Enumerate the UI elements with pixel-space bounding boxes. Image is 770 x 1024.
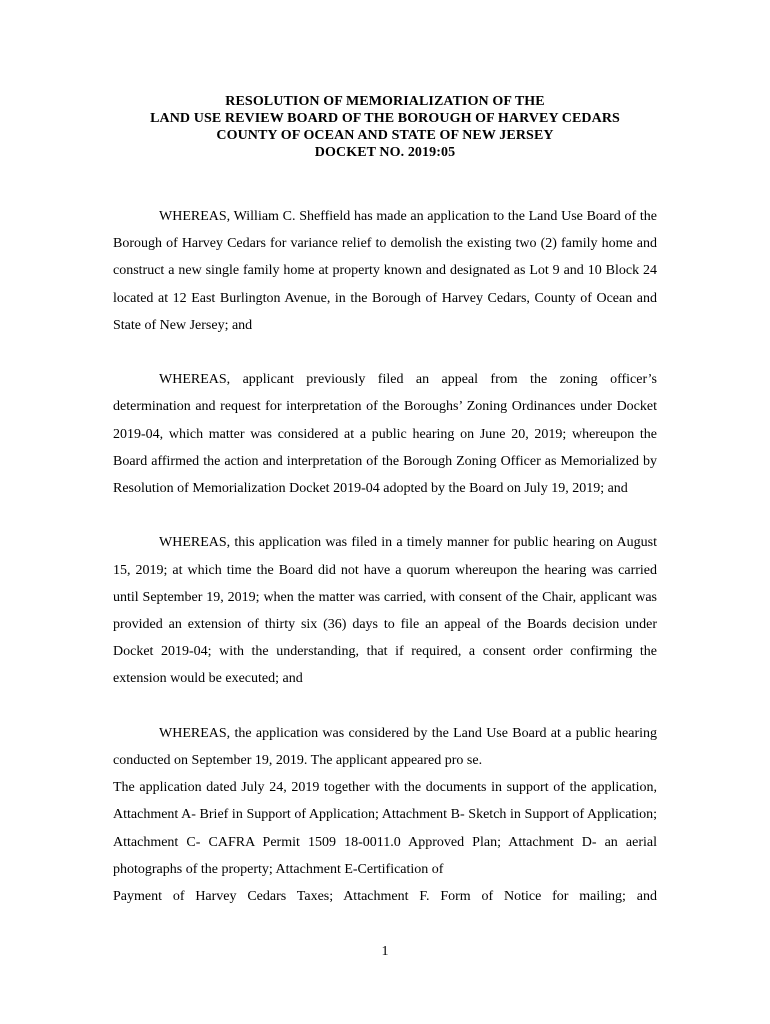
application-paragraph-continued: Payment of Harvey Cedars Taxes; Attachment F. Form of Notice for mailing; and — [113, 889, 657, 905]
resolution-body — [113, 203, 657, 910]
page-number: 1 — [381, 944, 389, 959]
whereas-paragraph-1: WHEREAS, William C. Sheffield has made an application to the Land Use Board of the Borough of Harvey Cedars for variance relief to demolish the existing two (2) family home and construct a new single family home at property known and designated as Lot 9 and 10 Block 24 located at 12 East Burlington Avenue, in the Borough of Harvey Cedars, County of Ocean and State of New Jersey; and — [113, 209, 657, 333]
whereas-paragraph-4: WHEREAS, the application was considered by the Land Use Board at a public hearing conducted on September 19, 2019. The applicant appeared pro se. — [113, 725, 657, 769]
whereas-paragraph-2: WHEREAS, applicant previously filed an appeal from the zoning officer’s determination and request for interpretation of the Boroughs’ Zoning Ordinances under Docket 2019-04, which matter was considered at a public hearing on June 20, 2019; whereupon the Board affirmed the action and interpretation of the Borough Zoning Officer as Memorialized by Resolution of Memorialization Docket 2019-04 adopted by the Board on July 19, 2019; and — [113, 372, 657, 497]
title-line-1: RESOLUTION OF MEMORIALIZATION OF THE — [225, 94, 545, 109]
application-paragraph: The application dated July 24, 2019 together with the documents in support of the application, Attachment A- Brief in Support of Application; Attachment B- Sketch in Support of Application; Attachment C- CAFRA Permit 1509 18-0011.0 Approved Plan; Attachment D- an aerial photographs of the property; Attachment E-Certification of — [113, 780, 657, 877]
title-line-2: LAND USE REVIEW BOARD OF THE BOROUGH OF HARVEY CEDARS — [150, 111, 620, 126]
docket-number: DOCKET NO. 2019:05 — [314, 145, 456, 160]
whereas-paragraph-3: WHEREAS, this application was filed in a timely manner for public hearing on August 15, 2019; at which time the Board did not have a quorum whereupon the hearing was carried until September 19, 2019; when the matter was carried, with consent of the Chair, applicant was provided an extension of thirty six (36) days to file an appeal of the Boards decision under Docket 2019-04; with the understanding, that if required, a consent order confirming the extension would be executed; and — [113, 535, 657, 687]
title-line-3: COUNTY OF OCEAN AND STATE OF NEW JERSEY — [216, 128, 554, 143]
resolution-title — [100, 93, 670, 161]
